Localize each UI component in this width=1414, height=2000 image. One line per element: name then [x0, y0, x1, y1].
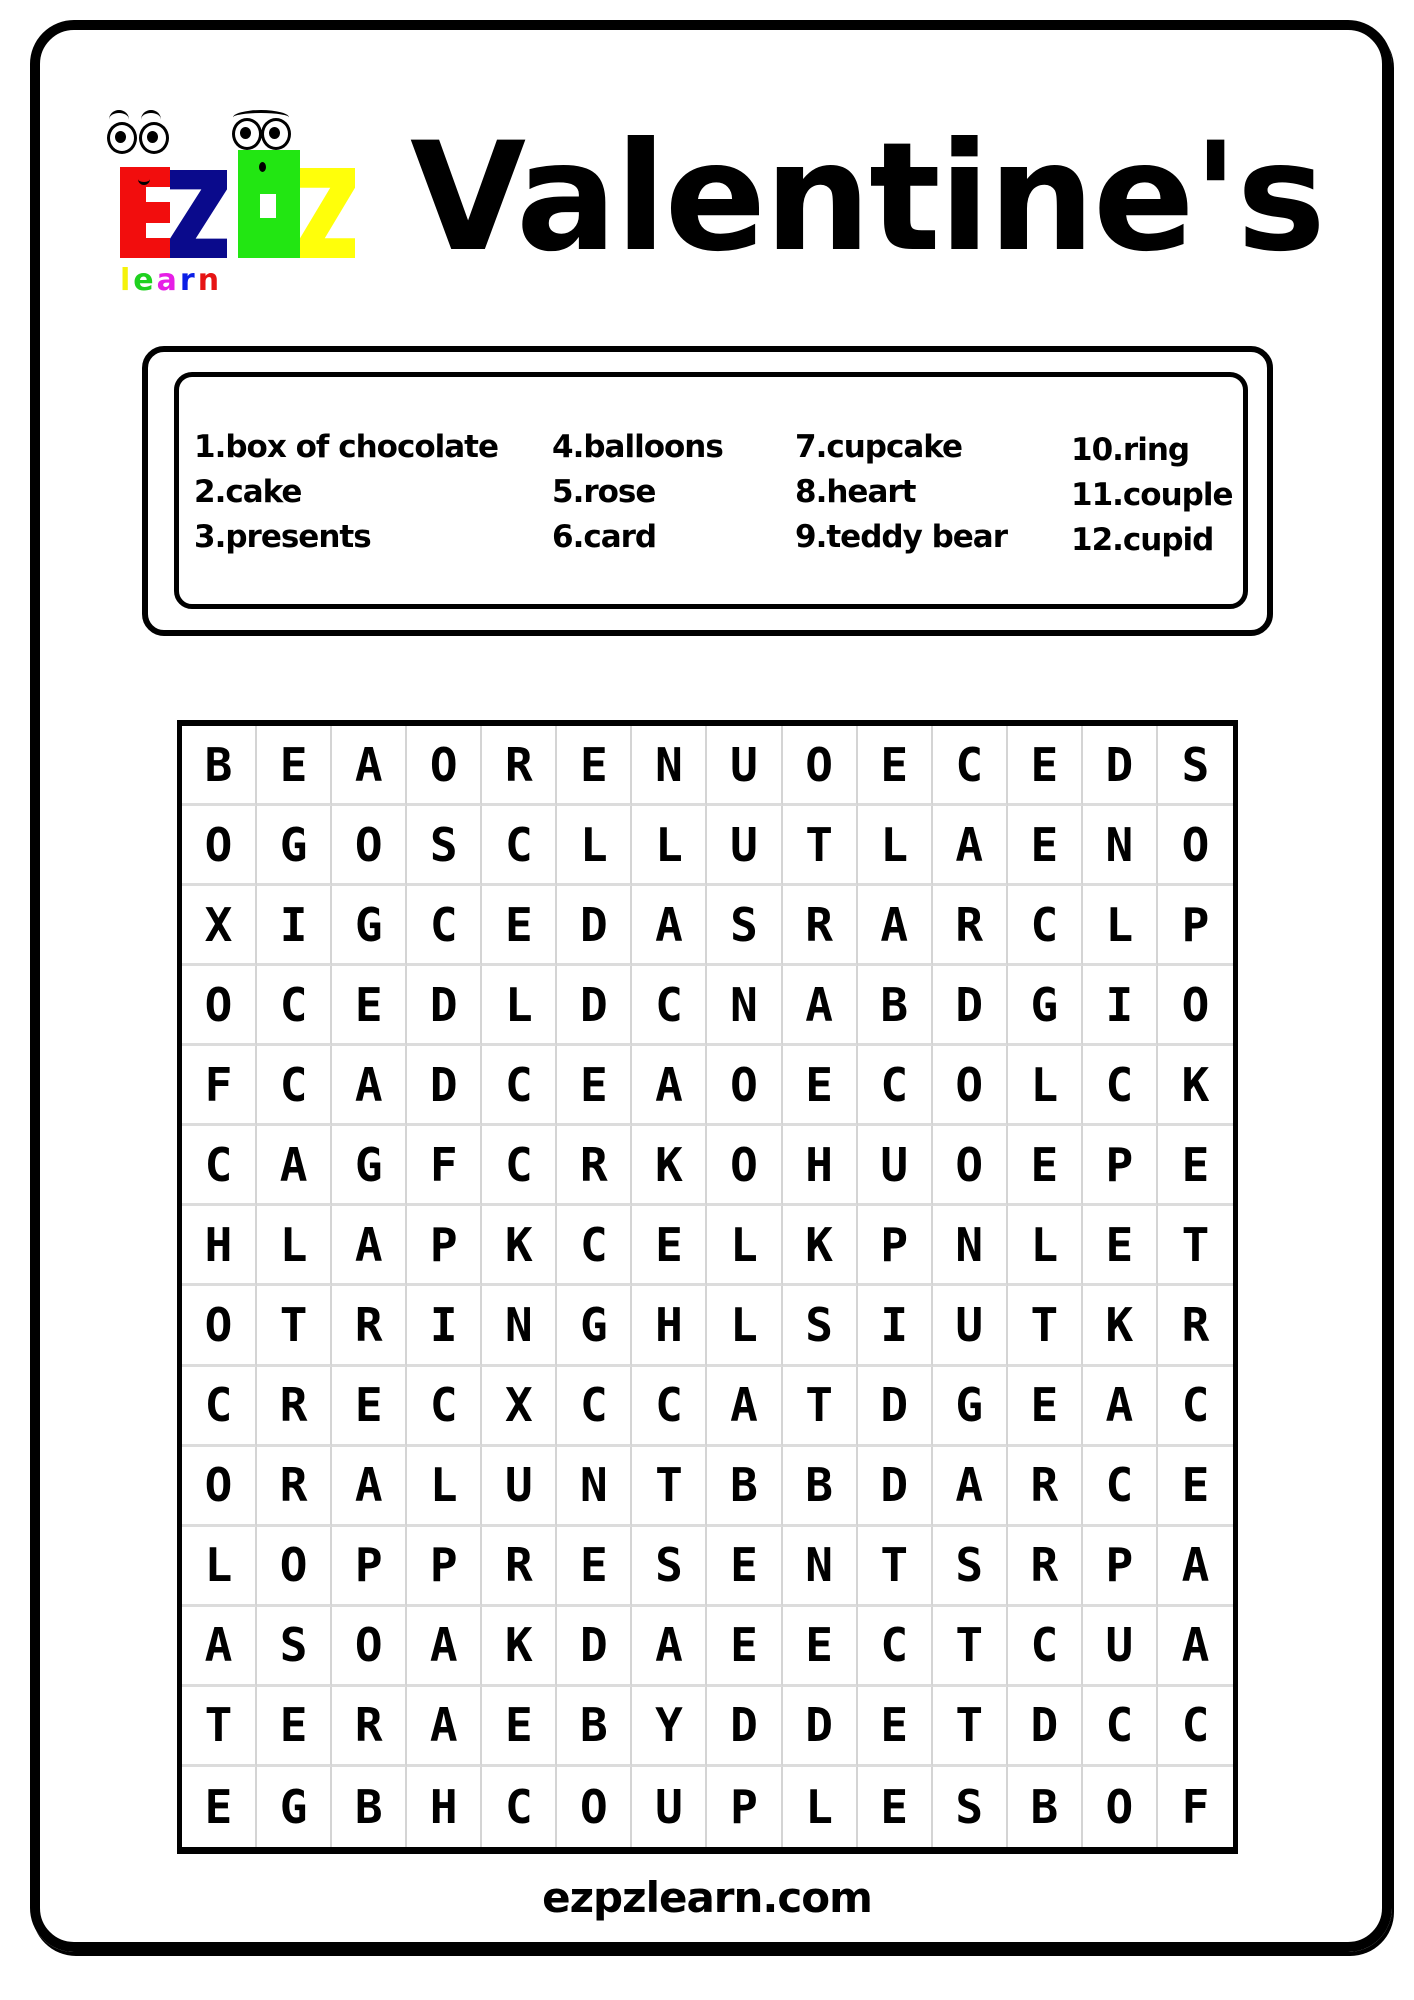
- grid-cell[interactable]: H: [783, 1126, 858, 1206]
- grid-cell[interactable]: C: [557, 1206, 632, 1286]
- grid-cell[interactable]: B: [783, 1447, 858, 1527]
- grid-cell[interactable]: G: [332, 1126, 407, 1206]
- grid-cell[interactable]: O: [707, 1046, 782, 1126]
- grid-cell[interactable]: L: [707, 1286, 782, 1366]
- grid-cell[interactable]: E: [1008, 1367, 1083, 1447]
- grid-cell[interactable]: O: [1158, 966, 1233, 1046]
- grid-cell[interactable]: C: [1008, 886, 1083, 966]
- grid-cell[interactable]: C: [482, 1126, 557, 1206]
- ezpz-learn-logo: [95, 110, 365, 310]
- word-item: 2.cake: [194, 474, 302, 510]
- grid-cell[interactable]: A: [1083, 1367, 1158, 1447]
- grid-cell[interactable]: A: [1158, 1527, 1233, 1607]
- grid-cell[interactable]: C: [1158, 1687, 1233, 1767]
- grid-cell[interactable]: L: [1008, 1206, 1083, 1286]
- grid-cell[interactable]: E: [482, 1687, 557, 1767]
- grid-cell[interactable]: E: [783, 1607, 858, 1687]
- grid-cell[interactable]: U: [1083, 1607, 1158, 1687]
- grid-cell[interactable]: O: [707, 1126, 782, 1206]
- grid-cell[interactable]: C: [482, 806, 557, 886]
- grid-cell[interactable]: K: [632, 1126, 707, 1206]
- eye-icon: [107, 122, 137, 154]
- grid-cell[interactable]: C: [407, 886, 482, 966]
- grid-cell[interactable]: L: [407, 1447, 482, 1527]
- grid-cell[interactable]: C: [632, 1367, 707, 1447]
- grid-cell[interactable]: A: [632, 1046, 707, 1126]
- grid-cell[interactable]: C: [557, 1367, 632, 1447]
- grid-cell[interactable]: E: [557, 1046, 632, 1126]
- grid-cell[interactable]: E: [858, 1767, 933, 1847]
- grid-cell[interactable]: I: [257, 886, 332, 966]
- grid-cell[interactable]: L: [557, 806, 632, 886]
- grid-cell[interactable]: C: [182, 1126, 257, 1206]
- logo-letter-z: [170, 170, 227, 258]
- grid-cell[interactable]: T: [1008, 1286, 1083, 1366]
- grid-cell[interactable]: E: [257, 1687, 332, 1767]
- eye-icon: [261, 118, 291, 150]
- grid-cell[interactable]: B: [182, 726, 257, 806]
- grid-cell[interactable]: N: [783, 1527, 858, 1607]
- grid-cell[interactable]: X: [482, 1367, 557, 1447]
- grid-cell[interactable]: S: [632, 1527, 707, 1607]
- grid-cell[interactable]: E: [1158, 1447, 1233, 1527]
- grid-cell[interactable]: P: [332, 1527, 407, 1607]
- grid-cell[interactable]: C: [632, 966, 707, 1046]
- grid-cell[interactable]: C: [182, 1367, 257, 1447]
- grid-cell[interactable]: E: [557, 1527, 632, 1607]
- grid-cell[interactable]: A: [1158, 1607, 1233, 1687]
- grid-cell[interactable]: R: [557, 1126, 632, 1206]
- logo-letter-z-yellow: [300, 168, 355, 258]
- grid-cell[interactable]: E: [332, 1367, 407, 1447]
- grid-cell[interactable]: O: [1158, 806, 1233, 886]
- grid-cell[interactable]: K: [482, 1607, 557, 1687]
- grid-cell[interactable]: E: [182, 1767, 257, 1847]
- grid-cell[interactable]: R: [482, 726, 557, 806]
- grid-cell[interactable]: K: [1083, 1286, 1158, 1366]
- grid-cell[interactable]: E: [1008, 806, 1083, 886]
- grid-cell[interactable]: A: [332, 1046, 407, 1126]
- grid-cell[interactable]: B: [858, 966, 933, 1046]
- footer-website: ezpzlearn.com: [542, 1873, 872, 1922]
- grid-cell[interactable]: B: [1008, 1767, 1083, 1847]
- grid-cell[interactable]: L: [257, 1206, 332, 1286]
- word-item: 5.rose: [552, 474, 656, 510]
- page-title: Valentine's: [410, 111, 1324, 285]
- grid-cell[interactable]: X: [182, 886, 257, 966]
- grid-cell[interactable]: S: [933, 1767, 1008, 1847]
- grid-cell[interactable]: O: [182, 806, 257, 886]
- word-item: 1.box of chocolate: [194, 429, 499, 465]
- grid-cell[interactable]: T: [933, 1607, 1008, 1687]
- word-item: 11.couple: [1071, 477, 1233, 513]
- grid-cell[interactable]: E: [707, 1527, 782, 1607]
- grid-cell[interactable]: D: [858, 1447, 933, 1527]
- grid-cell[interactable]: S: [1158, 726, 1233, 806]
- word-item: 6.card: [552, 519, 657, 555]
- grid-cell[interactable]: G: [557, 1286, 632, 1366]
- grid-cell[interactable]: T: [858, 1527, 933, 1607]
- grid-cell[interactable]: P: [1158, 886, 1233, 966]
- grid-cell[interactable]: E: [858, 1687, 933, 1767]
- grid-cell[interactable]: T: [1158, 1206, 1233, 1286]
- grid-cell[interactable]: K: [1158, 1046, 1233, 1126]
- grid-cell[interactable]: S: [783, 1286, 858, 1366]
- grid-cell[interactable]: E: [858, 726, 933, 806]
- grid-cell[interactable]: F: [1181, 1779, 1210, 1834]
- grid-cell[interactable]: L: [858, 806, 933, 886]
- grid-cell[interactable]: A: [707, 1367, 782, 1447]
- logo-subtitle: learn: [120, 263, 223, 298]
- grid-cell[interactable]: R: [257, 1367, 332, 1447]
- eye-icon: [232, 118, 262, 150]
- word-item: 8.heart: [795, 474, 916, 510]
- grid-cell[interactable]: E: [783, 1046, 858, 1126]
- grid-cell[interactable]: R: [783, 886, 858, 966]
- grid-cell[interactable]: A: [182, 1607, 257, 1687]
- grid-cell[interactable]: E: [557, 726, 632, 806]
- grid-cell[interactable]: E: [1158, 1126, 1233, 1206]
- word-item: 12.cupid: [1071, 522, 1214, 558]
- grid-cell[interactable]: D: [557, 886, 632, 966]
- grid-cell[interactable]: L: [482, 966, 557, 1046]
- grid-cell[interactable]: P: [858, 1206, 933, 1286]
- grid-cell[interactable]: D: [407, 1046, 482, 1126]
- grid-cell[interactable]: O: [182, 1286, 257, 1366]
- grid-cell[interactable]: D: [1008, 1687, 1083, 1767]
- grid-cell[interactable]: E: [257, 726, 332, 806]
- word-list-column-1: [194, 425, 498, 560]
- grid-cell[interactable]: F: [407, 1126, 482, 1206]
- grid-cell[interactable]: O: [332, 1607, 407, 1687]
- grid-cell[interactable]: E: [1008, 1126, 1083, 1206]
- grid-cell[interactable]: P: [1083, 1126, 1158, 1206]
- grid-cell[interactable]: C: [1083, 1046, 1158, 1126]
- grid-cell[interactable]: O: [182, 966, 257, 1046]
- grid-cell[interactable]: Y: [632, 1687, 707, 1767]
- grid-cell[interactable]: S: [707, 886, 782, 966]
- grid-cell[interactable]: H: [182, 1206, 257, 1286]
- grid-cell[interactable]: I: [1083, 966, 1158, 1046]
- grid-cell[interactable]: L: [783, 1767, 858, 1847]
- word-list-column-4: [1071, 428, 1233, 563]
- grid-cell[interactable]: A: [933, 1447, 1008, 1527]
- grid-cell[interactable]: R: [933, 886, 1008, 966]
- grid-cell[interactable]: D: [557, 1607, 632, 1687]
- grid-cell[interactable]: F: [182, 1046, 257, 1126]
- grid-cell[interactable]: O: [407, 726, 482, 806]
- grid-cell[interactable]: O: [933, 1126, 1008, 1206]
- word-item: 9.teddy bear: [795, 519, 1007, 555]
- grid-cell[interactable]: E: [632, 1206, 707, 1286]
- grid-cell[interactable]: U: [858, 1126, 933, 1206]
- word-list-column-3: [795, 425, 1007, 560]
- grid-cell[interactable]: H: [407, 1767, 482, 1847]
- grid-cell[interactable]: D: [858, 1367, 933, 1447]
- grid-cell[interactable]: R: [1008, 1447, 1083, 1527]
- grid-cell[interactable]: O: [933, 1046, 1008, 1126]
- grid-cell[interactable]: K: [482, 1206, 557, 1286]
- grid-cell[interactable]: E: [1083, 1206, 1158, 1286]
- grid-cell[interactable]: O: [557, 1767, 632, 1847]
- grid-cell[interactable]: D: [557, 966, 632, 1046]
- grid-cell[interactable]: N: [707, 966, 782, 1046]
- grid-cell[interactable]: U: [482, 1447, 557, 1527]
- grid-cell[interactable]: L: [182, 1527, 257, 1607]
- grid-cell[interactable]: E: [707, 1607, 782, 1687]
- grid-cell[interactable]: C: [482, 1767, 557, 1847]
- grid-cell[interactable]: S: [933, 1527, 1008, 1607]
- word-item: 7.cupcake: [795, 429, 963, 465]
- grid-cell[interactable]: C: [858, 1046, 933, 1126]
- grid-cell[interactable]: N: [632, 726, 707, 806]
- grid-cell[interactable]: A: [858, 886, 933, 966]
- grid-cell[interactable]: C: [407, 1367, 482, 1447]
- grid-cell[interactable]: D: [783, 1687, 858, 1767]
- grid-cell[interactable]: N: [482, 1286, 557, 1366]
- grid-cell[interactable]: L: [1083, 886, 1158, 966]
- grid-cell[interactable]: O: [257, 1527, 332, 1607]
- grid-cell[interactable]: T: [933, 1687, 1008, 1767]
- grid-cell[interactable]: N: [1083, 806, 1158, 886]
- grid-cell[interactable]: G: [257, 806, 332, 886]
- word-list-column-2: [552, 425, 723, 560]
- grid-cell[interactable]: O: [1083, 1767, 1158, 1847]
- eye-icon: [139, 122, 169, 154]
- grid-cell[interactable]: S: [257, 1607, 332, 1687]
- grid-cell[interactable]: U: [707, 726, 782, 806]
- grid-cell[interactable]: G: [933, 1367, 1008, 1447]
- grid-cell[interactable]: S: [407, 806, 482, 886]
- grid-cell[interactable]: G: [257, 1767, 332, 1847]
- grid-cell[interactable]: A: [933, 806, 1008, 886]
- grid-cell[interactable]: A: [332, 1447, 407, 1527]
- grid-cell[interactable]: C: [257, 966, 332, 1046]
- grid-cell[interactable]: T: [783, 1367, 858, 1447]
- word-item: 4.balloons: [552, 429, 723, 465]
- grid-cell[interactable]: R: [257, 1447, 332, 1527]
- grid-cell[interactable]: C: [1158, 1367, 1233, 1447]
- grid-cell[interactable]: U: [707, 806, 782, 886]
- grid-cell[interactable]: T: [257, 1286, 332, 1366]
- grid-cell[interactable]: A: [407, 1687, 482, 1767]
- grid-cell[interactable]: A: [632, 1607, 707, 1687]
- grid-cell[interactable]: T: [182, 1687, 257, 1767]
- grid-cell[interactable]: C: [1008, 1607, 1083, 1687]
- grid-cell[interactable]: I: [858, 1286, 933, 1366]
- grid-cell[interactable]: B: [557, 1687, 632, 1767]
- grid-cell[interactable]: I: [407, 1286, 482, 1366]
- grid-cell[interactable]: O: [783, 726, 858, 806]
- grid-cell[interactable]: H: [632, 1286, 707, 1366]
- grid-cell[interactable]: T: [783, 806, 858, 886]
- logo-letter-p: [238, 150, 300, 258]
- grid-cell[interactable]: B: [332, 1767, 407, 1847]
- grid-cell[interactable]: R: [332, 1286, 407, 1366]
- grid-cell[interactable]: A: [332, 1206, 407, 1286]
- grid-cell[interactable]: P: [707, 1767, 782, 1847]
- grid-cell[interactable]: E: [1008, 726, 1083, 806]
- grid-cell[interactable]: C: [858, 1607, 933, 1687]
- grid-cell[interactable]: A: [332, 726, 407, 806]
- surprised-mouth-icon: [259, 162, 266, 172]
- grid-cell[interactable]: R: [1158, 1286, 1233, 1366]
- grid-cell[interactable]: R: [482, 1527, 557, 1607]
- grid-cell[interactable]: K: [783, 1206, 858, 1286]
- grid-cell[interactable]: P: [1083, 1527, 1158, 1607]
- grid-cell[interactable]: P: [407, 1206, 482, 1286]
- grid-cell[interactable]: L: [707, 1206, 782, 1286]
- grid-cell[interactable]: U: [632, 1767, 707, 1847]
- grid-cell[interactable]: E: [482, 886, 557, 966]
- grid-cell[interactable]: R: [332, 1687, 407, 1767]
- word-item: 10.ring: [1071, 432, 1190, 468]
- grid-cell[interactable]: L: [1008, 1046, 1083, 1126]
- grid-cell[interactable]: P: [407, 1527, 482, 1607]
- grid-cell[interactable]: O: [182, 1447, 257, 1527]
- grid-cell[interactable]: D: [933, 966, 1008, 1046]
- word-item: 3.presents: [194, 519, 371, 555]
- grid-cell[interactable]: N: [557, 1447, 632, 1527]
- grid-cell[interactable]: D: [407, 966, 482, 1046]
- grid-cell[interactable]: G: [1008, 966, 1083, 1046]
- grid-cell[interactable]: C: [1083, 1447, 1158, 1527]
- grid-cell[interactable]: U: [933, 1286, 1008, 1366]
- grid-cell[interactable]: C: [1083, 1687, 1158, 1767]
- grid-cell[interactable]: A: [407, 1607, 482, 1687]
- grid-cell[interactable]: D: [707, 1687, 782, 1767]
- grid-cell[interactable]: R: [1008, 1527, 1083, 1607]
- grid-cell[interactable]: C: [933, 726, 1008, 806]
- grid-cell[interactable]: T: [632, 1447, 707, 1527]
- grid-cell[interactable]: L: [632, 806, 707, 886]
- grid-cell[interactable]: C: [482, 1046, 557, 1126]
- grid-cell[interactable]: E: [332, 966, 407, 1046]
- grid-cell[interactable]: N: [933, 1206, 1008, 1286]
- grid-cell[interactable]: A: [257, 1126, 332, 1206]
- grid-cell[interactable]: C: [257, 1046, 332, 1126]
- grid-cell[interactable]: G: [332, 886, 407, 966]
- grid-cell[interactable]: A: [783, 966, 858, 1046]
- grid-cell[interactable]: O: [332, 806, 407, 886]
- grid-cell[interactable]: D: [1083, 726, 1158, 806]
- grid-cell[interactable]: B: [707, 1447, 782, 1527]
- word-search-grid: [177, 720, 1238, 1854]
- grid-cell[interactable]: A: [632, 886, 707, 966]
